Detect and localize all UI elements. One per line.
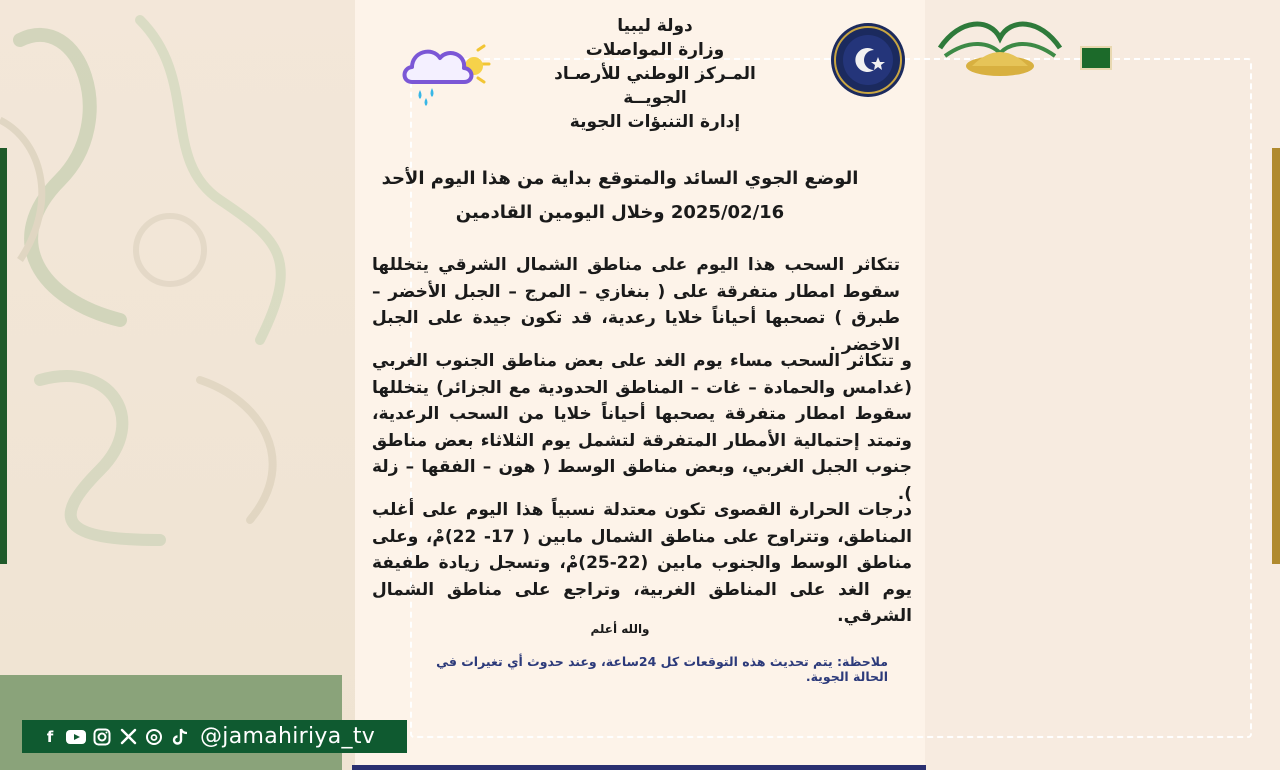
- left-accent-bar: [0, 148, 7, 564]
- title-line-1: الوضع الجوي السائد والمتوقع بداية من هذا اليوم الأحد: [381, 168, 859, 189]
- threads-icon[interactable]: [144, 727, 164, 747]
- closing-phrase: والله أعلم: [590, 622, 650, 636]
- state-emblem-icon: [830, 22, 906, 98]
- bottom-rule: [352, 765, 926, 770]
- social-handle[interactable]: @jamahiriya_tv: [200, 724, 376, 749]
- header-department: إدارة التنبؤات الجوية: [569, 112, 741, 132]
- facebook-icon[interactable]: f: [46, 727, 54, 746]
- instagram-icon[interactable]: [92, 727, 112, 747]
- right-background: [925, 0, 1280, 770]
- title-line-2: 2025/02/16 وخلال اليومين القادمين: [455, 202, 785, 223]
- rain-cloud-sun-icon: [398, 38, 492, 108]
- header-ministry: وزارة المواصلات: [585, 40, 725, 60]
- update-note: ملاحظة: يتم تحديث هذه التوقعات كل 24ساعة، وعند حدوث أي تغيرات في الحالة الجوية.: [436, 654, 888, 684]
- social-bar: [22, 720, 407, 753]
- left-background: [0, 0, 355, 770]
- tiktok-icon[interactable]: [170, 727, 190, 747]
- header-center: المـركز الوطني للأرصـاد الجويــة: [554, 64, 756, 108]
- channel-logo: [930, 8, 1070, 78]
- right-accent-bar: [1272, 148, 1280, 564]
- paragraph-temperature: درجات الحرارة القصوى تكون معتدلة نسبياً هذا اليوم على أغلب المناطق، وتتراوح على مناطق الشمال مابين ( 17- 22)مْ، وعلى مناطق الوسط والجنوب مابين (22-25)مْ، وتسجل زيادة طفيفة يوم الغد على المناطق الغربية، وتراجع على مناطق الشمال الشرقي.: [372, 500, 912, 626]
- bulletin-title: [380, 162, 860, 230]
- paragraph-northeast: تتكاثر السحب هذا اليوم على مناطق الشمال الشرقي يتخللها سقوط امطار متفرقة على ( بنغازي – المرج – الجبل الأخضر – طبرق ) تصحبها أحياناً خلايا رعدية، قد تكون جيدة على الجبل الاخضر .: [372, 255, 900, 355]
- paragraph-southwest: و تتكاثر السحب مساء يوم الغد على بعض مناطق الجنوب الغربي (غدامس والحمادة – غات – المناطق الحدودية مع الجزائر) يتخللها سقوط امطار متفرقة يصحبها أحياناً خلايا من السحب الرعدية، وتمتد إحتمالية الأمطار المتفرقة لتشمل يوم الثلاثاء بعض مناطق جنوب الجبل الغربي، وبعض مناطق الوسط ( هون – الفقها – زلة ).: [372, 351, 912, 504]
- arabesque-ornament: [0, 0, 340, 560]
- header-country: دولة ليبيا: [617, 16, 693, 36]
- x-icon[interactable]: [118, 727, 138, 747]
- ministry-header: [520, 14, 790, 134]
- youtube-icon[interactable]: [66, 727, 86, 747]
- channel-badge: [1080, 46, 1112, 70]
